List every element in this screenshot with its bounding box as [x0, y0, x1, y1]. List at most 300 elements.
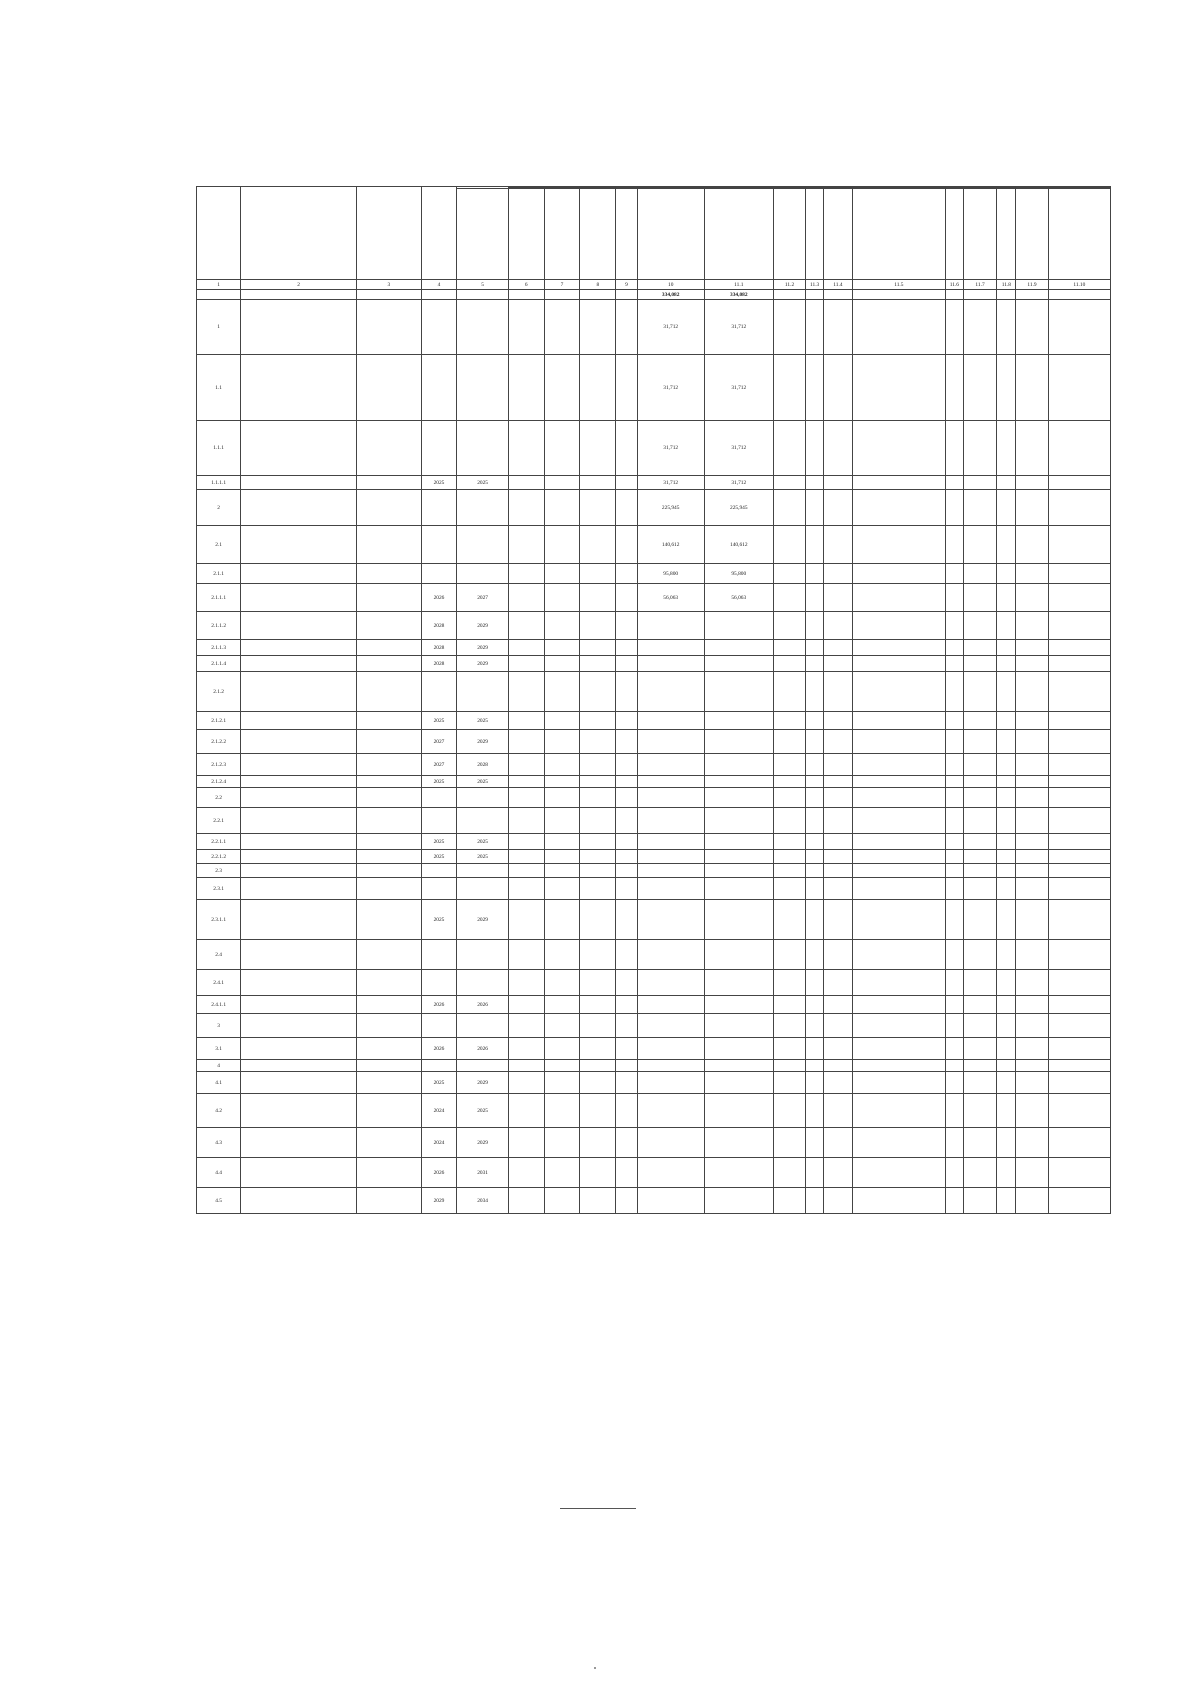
table-cell	[806, 564, 824, 584]
table-cell	[963, 612, 996, 640]
table-cell	[508, 612, 544, 640]
table-cell	[616, 730, 638, 754]
table-row	[197, 640, 1111, 656]
table-cell	[241, 612, 357, 640]
table-cell	[704, 1072, 773, 1094]
table-cell	[773, 730, 805, 754]
table-cell	[508, 864, 544, 878]
table-cell	[616, 1094, 638, 1128]
table-cell	[824, 564, 853, 584]
table-cell: 1.1.1.1	[197, 476, 241, 490]
table-cell	[457, 1060, 508, 1072]
table-cell	[508, 712, 544, 730]
table-cell	[773, 1060, 805, 1072]
table-cell	[824, 970, 853, 996]
table-cell	[824, 834, 853, 850]
table-cell	[852, 490, 945, 526]
table-cell: 31,712	[637, 476, 704, 490]
table-cell	[945, 808, 963, 834]
table-cell: 2034	[457, 1188, 508, 1214]
header-subcolumn	[704, 189, 773, 280]
table-cell	[945, 355, 963, 421]
table-cell	[704, 1188, 773, 1214]
table-cell	[241, 1014, 357, 1038]
header-plan-short	[637, 189, 704, 280]
table-cell: 2025	[457, 776, 508, 788]
table-cell	[616, 656, 638, 672]
table-cell	[806, 1014, 824, 1038]
total-cell: 334,082	[637, 290, 704, 300]
total-cell	[457, 290, 508, 300]
table-cell	[997, 421, 1016, 476]
table-cell	[1048, 612, 1110, 640]
header-subcolumn	[1016, 189, 1048, 280]
total-cell	[945, 290, 963, 300]
table-cell	[616, 584, 638, 612]
table-cell	[704, 878, 773, 900]
table-cell: 2029	[421, 1188, 457, 1214]
table-cell: 4.4	[197, 1158, 241, 1188]
table-cell	[1048, 776, 1110, 788]
header-implementation-year	[421, 187, 457, 280]
table-cell	[421, 1060, 457, 1072]
table-cell	[544, 996, 580, 1014]
table-cell	[997, 850, 1016, 864]
table-cell	[544, 850, 580, 864]
table-row	[197, 1094, 1111, 1128]
table-row	[197, 1060, 1111, 1072]
table-cell	[1016, 1038, 1048, 1060]
table-cell	[508, 970, 544, 996]
table-cell: 2.4.1.1	[197, 996, 241, 1014]
table-cell	[997, 476, 1016, 490]
table-cell	[1016, 355, 1048, 421]
table-cell	[806, 476, 824, 490]
table-row	[197, 355, 1111, 421]
table-cell	[1016, 754, 1048, 776]
table-cell	[357, 996, 422, 1014]
table-cell: 1.1	[197, 355, 241, 421]
table-cell: 1.1.1	[197, 421, 241, 476]
table-cell	[852, 730, 945, 754]
table-cell	[997, 1060, 1016, 1072]
column-number-cell: 11.10	[1048, 280, 1110, 290]
table-cell	[704, 612, 773, 640]
table-cell: 140,612	[637, 526, 704, 564]
table-cell	[997, 834, 1016, 850]
table-cell	[357, 878, 422, 900]
table-cell	[580, 788, 616, 808]
table-cell: 2025	[421, 1072, 457, 1094]
table-cell	[1048, 656, 1110, 672]
table-cell	[637, 1128, 704, 1158]
table-cell	[1016, 730, 1048, 754]
table-cell	[806, 776, 824, 788]
table-cell	[997, 864, 1016, 878]
table-cell: 2.1.2.1	[197, 712, 241, 730]
table-cell	[773, 1188, 805, 1214]
table-cell	[508, 490, 544, 526]
table-cell	[1016, 1094, 1048, 1128]
table-cell: 2031	[457, 1158, 508, 1188]
table-row	[197, 754, 1111, 776]
table-cell: 2.2.1.1	[197, 834, 241, 850]
table-cell	[806, 355, 824, 421]
table-cell	[963, 564, 996, 584]
table-cell	[580, 776, 616, 788]
table-cell	[1016, 640, 1048, 656]
table-cell	[824, 526, 853, 564]
table-cell	[508, 1038, 544, 1060]
table-cell	[637, 640, 704, 656]
table-cell	[963, 584, 996, 612]
table-cell	[616, 564, 638, 584]
table-cell	[241, 1128, 357, 1158]
table-cell	[241, 834, 357, 850]
header-subcolumn	[997, 189, 1016, 280]
table-cell	[704, 996, 773, 1014]
table-cell	[421, 970, 457, 996]
table-cell	[1016, 712, 1048, 730]
table-cell	[616, 612, 638, 640]
total-cell	[1048, 290, 1110, 300]
table-cell	[806, 900, 824, 940]
table-cell	[963, 850, 996, 864]
header-subcolumn	[806, 189, 824, 280]
table-cell: 2025	[457, 712, 508, 730]
table-cell	[544, 1038, 580, 1060]
table-cell	[806, 584, 824, 612]
table-cell	[773, 564, 805, 584]
table-cell	[508, 1014, 544, 1038]
table-cell	[806, 490, 824, 526]
table-cell	[852, 584, 945, 612]
table-cell: 225,945	[637, 490, 704, 526]
table-cell	[806, 834, 824, 850]
table-cell	[963, 1014, 996, 1038]
table-cell	[544, 355, 580, 421]
table-cell	[357, 788, 422, 808]
table-cell	[357, 1072, 422, 1094]
table-cell	[945, 776, 963, 788]
table-cell	[508, 776, 544, 788]
table-row	[197, 1038, 1111, 1060]
table-cell	[824, 864, 853, 878]
table-cell: 2029	[457, 1128, 508, 1158]
table-row	[197, 730, 1111, 754]
table-cell	[1048, 1072, 1110, 1094]
table-cell	[773, 834, 805, 850]
table-cell: 2026	[421, 584, 457, 612]
table-cell	[637, 808, 704, 834]
table-cell	[580, 808, 616, 834]
table-cell	[508, 564, 544, 584]
table-cell	[580, 672, 616, 712]
table-cell	[637, 776, 704, 788]
table-cell	[1048, 526, 1110, 564]
table-row	[197, 970, 1111, 996]
table-cell: 2025	[457, 1094, 508, 1128]
table-cell	[580, 612, 616, 640]
table-cell	[616, 476, 638, 490]
table-cell: 2025	[421, 712, 457, 730]
table-cell	[580, 656, 616, 672]
table-cell: 2025	[457, 834, 508, 850]
total-cell	[580, 290, 616, 300]
table-cell	[704, 940, 773, 970]
table-cell	[544, 1072, 580, 1094]
table-cell: 2024	[421, 1094, 457, 1128]
table-cell	[457, 864, 508, 878]
table-cell	[580, 996, 616, 1014]
table-cell	[544, 1128, 580, 1158]
table-row	[197, 1072, 1111, 1094]
table-cell	[544, 940, 580, 970]
column-number-cell: 4	[421, 280, 457, 290]
table-cell	[357, 1128, 422, 1158]
table-cell	[945, 656, 963, 672]
table-cell	[508, 526, 544, 564]
header-group-number	[197, 187, 241, 280]
table-cell: 2027	[457, 584, 508, 612]
table-cell	[824, 300, 853, 355]
table-cell	[580, 1060, 616, 1072]
table-cell	[241, 712, 357, 730]
table-cell: 3	[197, 1014, 241, 1038]
table-cell	[457, 421, 508, 476]
table-cell	[945, 672, 963, 712]
table-cell: 2.4	[197, 940, 241, 970]
column-number-cell: 7	[544, 280, 580, 290]
table-cell	[806, 1094, 824, 1128]
table-cell: 2029	[457, 612, 508, 640]
table-cell	[544, 1188, 580, 1214]
table-cell: 4	[197, 1060, 241, 1072]
table-cell	[704, 640, 773, 656]
table-cell: 2.1.1.4	[197, 656, 241, 672]
table-cell	[852, 754, 945, 776]
table-cell	[421, 878, 457, 900]
table-cell: 31,712	[637, 421, 704, 476]
table-cell: 2027	[421, 754, 457, 776]
table-cell: 56,063	[637, 584, 704, 612]
table-cell	[508, 476, 544, 490]
table-cell: 31,712	[704, 421, 773, 476]
table-cell: 2.1.2	[197, 672, 241, 712]
table-cell	[852, 1014, 945, 1038]
table-cell	[1048, 730, 1110, 754]
table-cell	[704, 1014, 773, 1038]
table-cell: 4.3	[197, 1128, 241, 1158]
table-cell: 2026	[457, 996, 508, 1014]
table-row	[197, 864, 1111, 878]
table-cell: 2.3.1.1	[197, 900, 241, 940]
table-cell	[637, 712, 704, 730]
table-cell	[637, 864, 704, 878]
table-cell	[824, 788, 853, 808]
table-cell	[241, 940, 357, 970]
table-cell: 31,712	[704, 355, 773, 421]
table-cell	[945, 640, 963, 656]
table-cell	[963, 864, 996, 878]
table-cell	[508, 421, 544, 476]
table-cell	[1048, 940, 1110, 970]
table-cell	[357, 850, 422, 864]
table-row	[197, 940, 1111, 970]
table-cell	[544, 564, 580, 584]
column-number-cell: 11.2	[773, 280, 805, 290]
table-cell: 2025	[421, 476, 457, 490]
table-cell	[1016, 878, 1048, 900]
table-cell	[637, 1072, 704, 1094]
table-cell	[357, 900, 422, 940]
table-row	[197, 788, 1111, 808]
table-cell	[357, 1038, 422, 1060]
table-cell	[997, 1188, 1016, 1214]
table-cell	[1016, 656, 1048, 672]
table-cell	[241, 730, 357, 754]
table-cell	[963, 300, 996, 355]
table-cell	[357, 656, 422, 672]
table-cell	[824, 656, 853, 672]
table-cell	[824, 900, 853, 940]
table-cell	[963, 1060, 996, 1072]
table-cell: 2025	[421, 834, 457, 850]
table-cell	[580, 1128, 616, 1158]
table-row	[197, 656, 1111, 672]
table-cell	[241, 808, 357, 834]
table-cell	[241, 900, 357, 940]
table-cell	[508, 940, 544, 970]
table-cell	[241, 490, 357, 526]
table-cell	[997, 300, 1016, 355]
table-cell	[773, 640, 805, 656]
table-cell	[773, 584, 805, 612]
table-cell	[637, 900, 704, 940]
column-number-cell: 2	[241, 280, 357, 290]
table-cell: 4.2	[197, 1094, 241, 1128]
table-cell	[421, 300, 457, 355]
table-cell	[1048, 1038, 1110, 1060]
table-cell	[824, 672, 853, 712]
table-cell	[945, 1014, 963, 1038]
table-cell: 2029	[457, 1072, 508, 1094]
table-cell	[508, 1128, 544, 1158]
table-row	[197, 834, 1111, 850]
table-cell	[1048, 996, 1110, 1014]
table-cell	[457, 355, 508, 421]
table-cell	[773, 656, 805, 672]
table-cell	[852, 355, 945, 421]
table-cell: 56,063	[704, 584, 773, 612]
table-cell	[1016, 850, 1048, 864]
header-subcolumn	[508, 189, 544, 280]
table-cell	[421, 788, 457, 808]
table-cell	[544, 788, 580, 808]
table-cell	[945, 300, 963, 355]
table-cell	[637, 1158, 704, 1188]
table-cell	[704, 730, 773, 754]
table-cell: 2	[197, 490, 241, 526]
table-cell	[457, 808, 508, 834]
table-cell	[963, 1072, 996, 1094]
table-cell	[963, 808, 996, 834]
table-cell	[773, 712, 805, 730]
table-cell	[421, 808, 457, 834]
table-row	[197, 808, 1111, 834]
table-row	[197, 672, 1111, 712]
table-row	[197, 421, 1111, 476]
table-cell	[616, 996, 638, 1014]
table-cell	[357, 612, 422, 640]
total-cell	[241, 290, 357, 300]
table-cell	[945, 476, 963, 490]
table-cell	[241, 996, 357, 1014]
table-cell	[806, 864, 824, 878]
table-cell	[1048, 834, 1110, 850]
table-cell	[637, 850, 704, 864]
table-cell	[508, 808, 544, 834]
table-cell	[637, 1188, 704, 1214]
table-cell	[806, 1060, 824, 1072]
table-cell	[580, 355, 616, 421]
table-cell	[580, 878, 616, 900]
table-cell	[824, 850, 853, 864]
table-cell: 2.3	[197, 864, 241, 878]
table-cell	[824, 712, 853, 730]
column-number-row	[197, 280, 1111, 290]
table-cell	[1016, 476, 1048, 490]
table-cell	[945, 612, 963, 640]
column-number-cell: 8	[580, 280, 616, 290]
table-cell	[241, 355, 357, 421]
table-cell	[945, 564, 963, 584]
table-cell	[457, 672, 508, 712]
table-cell	[824, 1060, 853, 1072]
table-cell	[580, 526, 616, 564]
table-cell	[544, 970, 580, 996]
table-cell	[544, 672, 580, 712]
table-row	[197, 996, 1111, 1014]
table-body	[197, 187, 1111, 1214]
table-row	[197, 300, 1111, 355]
table-cell	[616, 526, 638, 564]
table-cell	[997, 1038, 1016, 1060]
table-cell	[945, 1060, 963, 1072]
total-cell	[997, 290, 1016, 300]
table-cell	[637, 996, 704, 1014]
column-number-cell: 11.5	[852, 280, 945, 290]
table-cell	[580, 754, 616, 776]
table-cell	[580, 940, 616, 970]
table-cell	[945, 712, 963, 730]
table-cell	[852, 1072, 945, 1094]
table-cell	[1016, 526, 1048, 564]
table-cell	[241, 421, 357, 476]
table-cell: 2028	[421, 640, 457, 656]
table-cell	[241, 564, 357, 584]
table-cell	[1016, 1072, 1048, 1094]
table-cell	[824, 421, 853, 476]
table-cell	[580, 1014, 616, 1038]
table-cell	[544, 754, 580, 776]
table-cell	[580, 490, 616, 526]
header-subcolumn	[852, 189, 945, 280]
table-cell	[1016, 900, 1048, 940]
table-cell	[997, 526, 1016, 564]
table-cell	[806, 421, 824, 476]
table-cell	[773, 612, 805, 640]
